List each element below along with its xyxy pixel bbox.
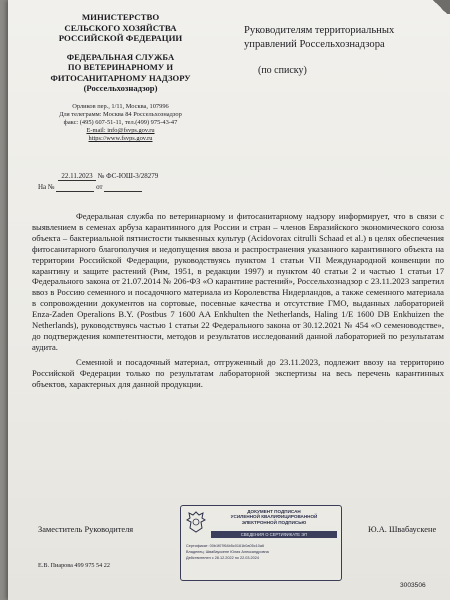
na-label: На №: [38, 183, 55, 191]
website-link[interactable]: https://www.fsvps.gov.ru: [88, 135, 153, 143]
document-page: [8, 0, 450, 600]
body-paragraph: Федеральная служба по ветеринарному и фитосанитарному надзору информирует, что в связи с выявлением в семенах арбуза карантинного для России и стран – членов Евразийского экономического союза объекта – бактериальной пятнистости тыквенных культур (Acidovorax citrulli Schaad et al.) в целях обеспечения фитосанитарного благополучия и недопущения ввоза и распространения указанного карантинного объекта на территории Российской Федерации, руководствуясь пунктом 1 статьи VII Международной конвенции по карантину и защите растений (Рим, 1951, в редакции 1997) и пунктом 40 статьи 2 и частью 1 статьи 17 Федерального закона от 21.07.2014 № 206-ФЗ «О карантине растений», Россельхознадзор с 23.11.2023 запретил ввоз в Россию семенного и посадочного материала из Королевства Нидерландов, а также семенного материала в сопровождении документов на сортовые, посевные качества и отсутствие ГМО, выданных лабораторией Enza-Zaden Operalions B.Y. (Postbus 7 1600 AA Enkhulten the Netherlands, Haling 1/E 1600 DB Enkhuizen the Netherlands), руководствуясь частью 1 статьи 22 Федерального закона от 30.12.2021 № 454 «О семеноводстве», до подтверждения компетентности, методов и результатов исследований данной лабораторией по результатам аудита.: [32, 211, 444, 352]
stamp-header: ДОКУМЕНТ ПОДПИСАН УСИЛЕННОЙ КВАЛИФИЦИРОВАННОЙ ЭЛЕКТРОННОЙ ПОДПИСЬЮ: [230, 509, 318, 525]
addressee-block: [244, 24, 434, 78]
ot-label: от: [96, 183, 103, 191]
contact-details: Орликов пер., 1/11, Москва, 107996 Для телеграмм: Москва 84 Россельхознадзор факс: (495) 607-51-11, тел.(499) 975-43-47 E-mail: info@fsvps.gov.ru https://www.fsvps.gov.ru: [59, 102, 182, 143]
registration-date: 22.11.2023: [58, 172, 96, 181]
document-number: 3003506: [400, 582, 426, 589]
executor-contact: Е.В. Пиарова 499 975 54 22: [38, 562, 110, 569]
stamp-details: Сертификат: 00b1f07f64b5c0161b0a05c10a6 Владелец: Швабаускене Юлия Александровна Действителен с 28.12.2022 по 22.03.2024: [186, 544, 269, 560]
signer-position: Заместитель Руководителя: [38, 525, 134, 534]
addressee-line: управлений Россельхознадзора: [244, 39, 385, 50]
email-link[interactable]: E-mail: info@fsvps.gov.ru: [86, 127, 155, 135]
registration-line: [58, 172, 158, 181]
coat-of-arms-icon: [185, 510, 207, 534]
addressee-note: (по списку): [258, 65, 307, 76]
stamp-band: СВЕДЕНИЯ О СЕРТИФИКАТЕ ЭП: [211, 531, 337, 538]
na-blank: [56, 183, 94, 192]
ot-blank: [104, 183, 142, 192]
ministry-name: МИНИСТЕРСТВО СЕЛЬСКОГО ХОЗЯЙСТВА РОССИЙСКОЙ ФЕДЕРАЦИИ: [58, 12, 183, 43]
service-name: ФЕДЕРАЛЬНАЯ СЛУЖБА ПО ВЕТЕРИНАРНОМУ И ФИТОСАНИТАРНОМУ НАДЗОРУ (Россельхознадзор): [50, 51, 191, 93]
body-paragraph: Семенной и посадочный материал, отгруженный до 23.11.2023, подлежит ввозу на территорию Российской Федерации только по результатам лабораторной экспертизы на весь перечень карантинных объектов, характерных для данной продукции.: [32, 356, 444, 389]
addressee-line: Руководителям территориальных: [244, 25, 395, 36]
letterhead: [28, 12, 213, 144]
folded-corner: [430, 0, 450, 14]
reference-line: [38, 183, 142, 192]
registration-number: № ФС-ЮШ-3/28279: [97, 172, 159, 180]
signer-name: Ю.А. Швабаускене: [368, 525, 437, 534]
letter-body: [32, 211, 444, 390]
e-signature-stamp: [180, 505, 342, 581]
